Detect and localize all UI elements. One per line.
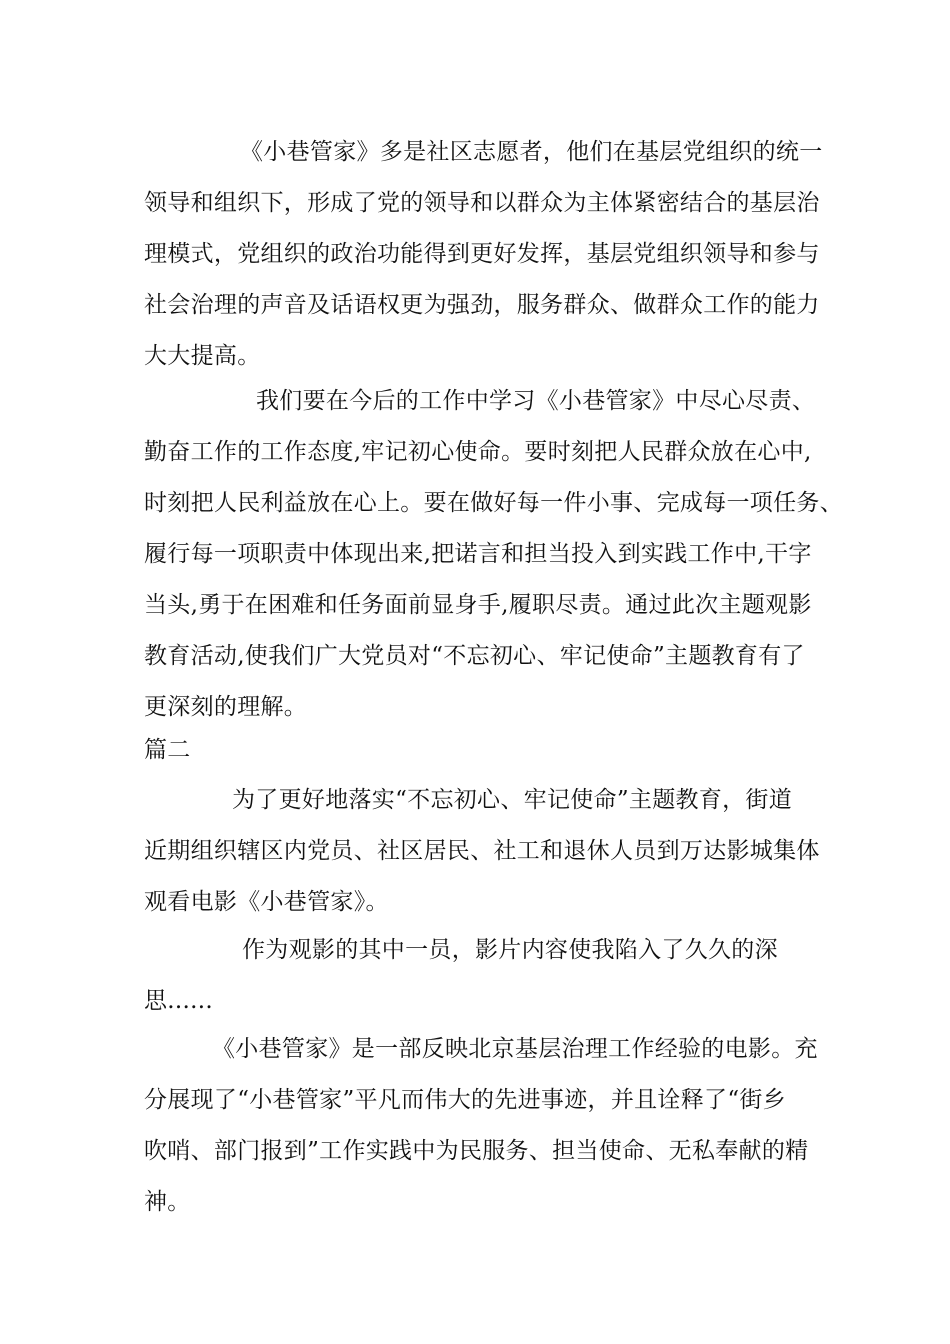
paragraph-line: 大大提高。 [144, 343, 261, 369]
paragraph-4 [144, 925, 814, 1027]
section-heading-text: 篇二 [144, 737, 191, 763]
section-heading [144, 725, 814, 776]
paragraph-2 [144, 376, 843, 733]
paragraph-line: 理模式，党组织的政治功能得到更好发挥，基层党组织领导和参与 [144, 241, 820, 267]
paragraph-line: 思...... [144, 988, 213, 1014]
paragraph-line: 履行每一项职责中体现出来,把诺言和担当投入到实践工作中,干字 [144, 541, 812, 567]
paragraph-1 [144, 127, 823, 382]
paragraph-line: 作为观影的其中一员，影片内容使我陷入了久久的深 [242, 937, 778, 963]
paragraph-line: 领导和组织下，形成了党的领导和以群众为主体紧密结合的基层治 [144, 190, 820, 216]
paragraph-5 [144, 1024, 818, 1228]
paragraph-line: 吹哨、部门报到”工作实践中为民服务、担当使命、无私奉献的精 [144, 1138, 809, 1164]
paragraph-line: 当头,勇于在困难和任务面前显身手,履职尽责。通过此次主题观影 [144, 592, 812, 618]
paragraph-line: 神。 [144, 1189, 191, 1215]
paragraph-line: 社会治理的声音及话语权更为强劲，服务群众、做群众工作的能力 [144, 292, 820, 318]
paragraph-line: 《小巷管家》多是社区志愿者，他们在基层党组织的统一 [240, 139, 823, 165]
paragraph-line: 分展现了“小巷管家”平凡而伟大的先进事迹，并且诠释了“街乡 [144, 1087, 786, 1113]
paragraph-line: 我们要在今后的工作中学习《小巷管家》中尽心尽责、 [256, 388, 816, 414]
paragraph-line: 教育活动,使我们广大党员对“不忘初心、牢记使命”主题教育有了 [144, 643, 805, 669]
paragraph-3 [144, 775, 820, 928]
paragraph-line: 为了更好地落实“不忘初心、牢记使命”主题教育，街道 [232, 787, 793, 813]
paragraph-line: 勤奋工作的工作态度,牢记初心使命。要时刻把人民群众放在心中, [144, 439, 812, 465]
paragraph-line: 《小巷管家》是一部反映北京基层治理工作经验的电影。充 [212, 1036, 818, 1062]
paragraph-line: 近期组织辖区内党员、社区居民、社工和退休人员到万达影城集体 [144, 838, 820, 864]
paragraph-line: 时刻把人民利益放在心上。要在做好每一件小事、完成每一项任务、 [144, 490, 843, 516]
paragraph-line: 更深刻的理解。 [144, 694, 308, 720]
paragraph-line: 观看电影《小巷管家》。 [144, 889, 389, 915]
